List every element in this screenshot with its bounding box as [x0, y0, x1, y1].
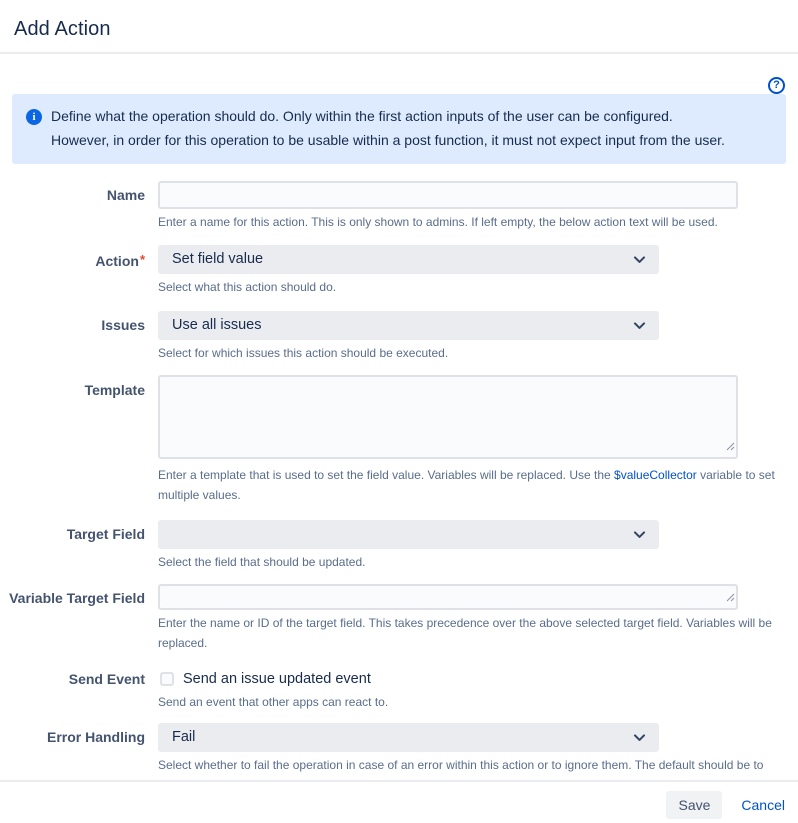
target-field-help: Select the field that should be updated.: [158, 555, 366, 569]
send-event-checkbox-label[interactable]: Send an issue updated event: [183, 671, 371, 687]
send-event-checkbox[interactable]: [160, 672, 174, 686]
title-divider: [0, 52, 798, 54]
action-select-value: Set field value: [172, 251, 264, 267]
cancel-link[interactable]: Cancel: [741, 797, 785, 813]
template-help-before: Enter a template that is used to set the field value. Variables will be replaced. Use the: [158, 468, 615, 482]
error-handling-label: Error Handling: [46, 729, 145, 745]
help-icon-glyph: ?: [773, 79, 780, 91]
variable-target-field-help: Enter the name or ID of the target field. This takes precedence over the above selected target field. Variables will be replaced.: [158, 616, 772, 650]
name-label: Name: [106, 187, 145, 203]
form-row-action: [0, 245, 798, 297]
template-help: [158, 465, 788, 505]
help-icon[interactable]: [768, 77, 785, 94]
variable-target-field-input[interactable]: [158, 584, 738, 610]
footer: [0, 782, 798, 819]
issues-select-value: Use all issues: [172, 317, 262, 333]
form-row-variable-target-field: [0, 584, 798, 653]
name-help: Enter a name for this action. This is only shown to admins. If left empty, the below action text will be used.: [158, 215, 718, 229]
form-row-issues: [0, 311, 798, 363]
variable-target-field-label: Variable Target Field: [9, 590, 145, 606]
title-bar: [0, 0, 798, 42]
chevron-down-icon: [632, 318, 647, 333]
template-label: Template: [84, 382, 145, 398]
send-event-label: Send Event: [68, 671, 145, 687]
save-button[interactable]: Save: [666, 791, 722, 819]
info-icon: [26, 109, 42, 125]
form-row-template: [0, 375, 798, 505]
help-row: [0, 77, 785, 94]
error-handling-help: Select whether to fail the operation in case of an error within this action or to ignore them. The default should be to: [158, 758, 764, 772]
issues-label: Issues: [101, 317, 145, 333]
form-row-send-event: [0, 669, 798, 712]
template-textarea[interactable]: [158, 375, 738, 459]
issues-help: Select for which issues this action should be executed.: [158, 346, 449, 360]
value-collector-link[interactable]: $valueCollector: [614, 468, 697, 482]
add-action-form: [0, 181, 798, 775]
send-event-help: Send an event that other apps can react to.: [158, 695, 389, 709]
action-label: [0, 245, 145, 297]
action-help: Select what this action should do.: [158, 280, 337, 294]
info-icon-glyph: i: [32, 111, 36, 123]
action-select[interactable]: [158, 245, 659, 274]
chevron-down-icon: [632, 527, 647, 542]
target-field-select[interactable]: [158, 520, 659, 549]
form-row-error-handling: [0, 723, 798, 775]
chevron-down-icon: [632, 730, 647, 745]
name-input[interactable]: [158, 181, 738, 209]
page-title: Add Action: [14, 18, 111, 40]
required-asterisk: *: [139, 252, 145, 267]
banner-line-1: Define what the operation should do. Only within the first action inputs of the user can be configured.: [51, 108, 673, 124]
template-help-after: variable to set multiple values.: [158, 468, 775, 502]
banner-line-2: However, in order for this operation to be usable within a post function, it must not expect input from the user.: [51, 132, 725, 148]
chevron-down-icon: [632, 252, 647, 267]
form-row-target-field: [0, 520, 798, 572]
action-label-text: Action: [95, 253, 139, 269]
issues-select[interactable]: [158, 311, 659, 340]
error-handling-select[interactable]: [158, 723, 659, 752]
target-field-label: Target Field: [66, 526, 145, 542]
info-banner: [12, 94, 786, 164]
banner-text: [51, 104, 725, 164]
error-handling-select-value: Fail: [172, 729, 196, 745]
form-row-name: [0, 181, 798, 232]
